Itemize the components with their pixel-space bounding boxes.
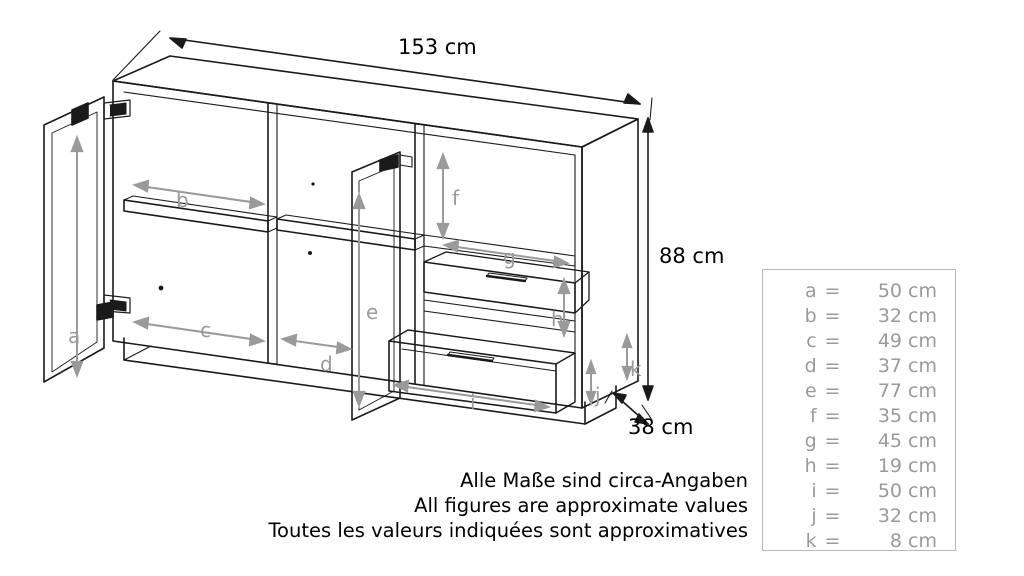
legend-row bbox=[763, 528, 955, 553]
legend-row bbox=[763, 353, 955, 378]
dimension-letter-j: j bbox=[595, 383, 601, 407]
legend-value: 32 cm bbox=[877, 504, 937, 527]
dimension-letter-h: h bbox=[551, 307, 564, 331]
dimension-j-arrow bbox=[587, 362, 595, 403]
dimension-letter-a: a bbox=[68, 324, 81, 348]
dimension-letter-g: g bbox=[503, 245, 516, 269]
legend-row bbox=[763, 503, 955, 528]
dimension-letter-b: b bbox=[176, 188, 189, 212]
legend-equals-sign: = bbox=[824, 304, 841, 327]
legend-equals-sign: = bbox=[824, 329, 841, 352]
legend-row bbox=[763, 378, 955, 403]
dimension-letter-f: f bbox=[452, 186, 460, 210]
legend-value: 45 cm bbox=[877, 429, 937, 452]
dimension-letter-d: d bbox=[320, 352, 333, 376]
legend-row bbox=[763, 278, 955, 303]
dimension-letter-k: k bbox=[630, 357, 642, 381]
dimension-legend bbox=[762, 269, 956, 551]
legend-equals-sign: = bbox=[824, 379, 841, 402]
approximate-values-note bbox=[238, 468, 748, 543]
legend-equals-sign: = bbox=[824, 429, 841, 452]
legend-row bbox=[763, 403, 955, 428]
legend-value: 19 cm bbox=[877, 454, 937, 477]
legend-value: 32 cm bbox=[877, 304, 937, 327]
legend-equals-sign: = bbox=[824, 279, 841, 302]
legend-value: 50 cm bbox=[877, 279, 937, 302]
legend-equals-sign: = bbox=[824, 354, 841, 377]
legend-row bbox=[763, 478, 955, 503]
legend-value: 49 cm bbox=[877, 329, 937, 352]
dimension-letter-i: i bbox=[470, 390, 476, 414]
legend-key: b bbox=[804, 304, 817, 327]
legend-key: a bbox=[805, 279, 817, 302]
legend-key: f bbox=[809, 404, 817, 427]
legend-key: i bbox=[811, 479, 817, 502]
legend-key: e bbox=[804, 379, 817, 402]
dimension-d-arrow bbox=[283, 335, 350, 353]
legend-key: k bbox=[805, 529, 817, 552]
width-dimension-label: 153 cm bbox=[398, 35, 477, 59]
legend-value: 77 cm bbox=[877, 379, 937, 402]
legend-key: g bbox=[804, 429, 817, 452]
legend-equals-sign: = bbox=[824, 504, 841, 527]
legend-value: 8 cm bbox=[889, 529, 937, 552]
legend-value: 35 cm bbox=[877, 404, 937, 427]
legend-value: 37 cm bbox=[877, 354, 937, 377]
legend-key: h bbox=[804, 454, 817, 477]
dimension-c-arrow bbox=[135, 318, 263, 345]
dimension-letter-e: e bbox=[366, 300, 379, 324]
legend-equals-sign: = bbox=[824, 479, 841, 502]
legend-equals-sign: = bbox=[824, 404, 841, 427]
legend-key: j bbox=[811, 504, 817, 527]
legend-row bbox=[763, 303, 955, 328]
dimension-f-arrow bbox=[438, 155, 448, 237]
dimension-letter-c: c bbox=[200, 318, 211, 342]
note-line-de: Alle Maße sind circa-Angaben bbox=[460, 469, 748, 492]
depth-dimension-label: 38 cm bbox=[628, 415, 694, 439]
legend-key: c bbox=[806, 329, 817, 352]
legend-equals-sign: = bbox=[824, 454, 841, 477]
note-line-en: All figures are approximate values bbox=[414, 494, 748, 517]
height-dimension-arrow bbox=[643, 118, 653, 400]
legend-equals-sign: = bbox=[824, 529, 841, 552]
legend-value: 50 cm bbox=[877, 479, 937, 502]
height-dimension-label: 88 cm bbox=[659, 244, 725, 268]
legend-row bbox=[763, 428, 955, 453]
note-line-fr: Toutes les valeurs indiquées sont approximatives bbox=[268, 519, 748, 542]
legend-key: d bbox=[804, 354, 817, 377]
legend-row bbox=[763, 328, 955, 353]
legend-row bbox=[763, 453, 955, 478]
